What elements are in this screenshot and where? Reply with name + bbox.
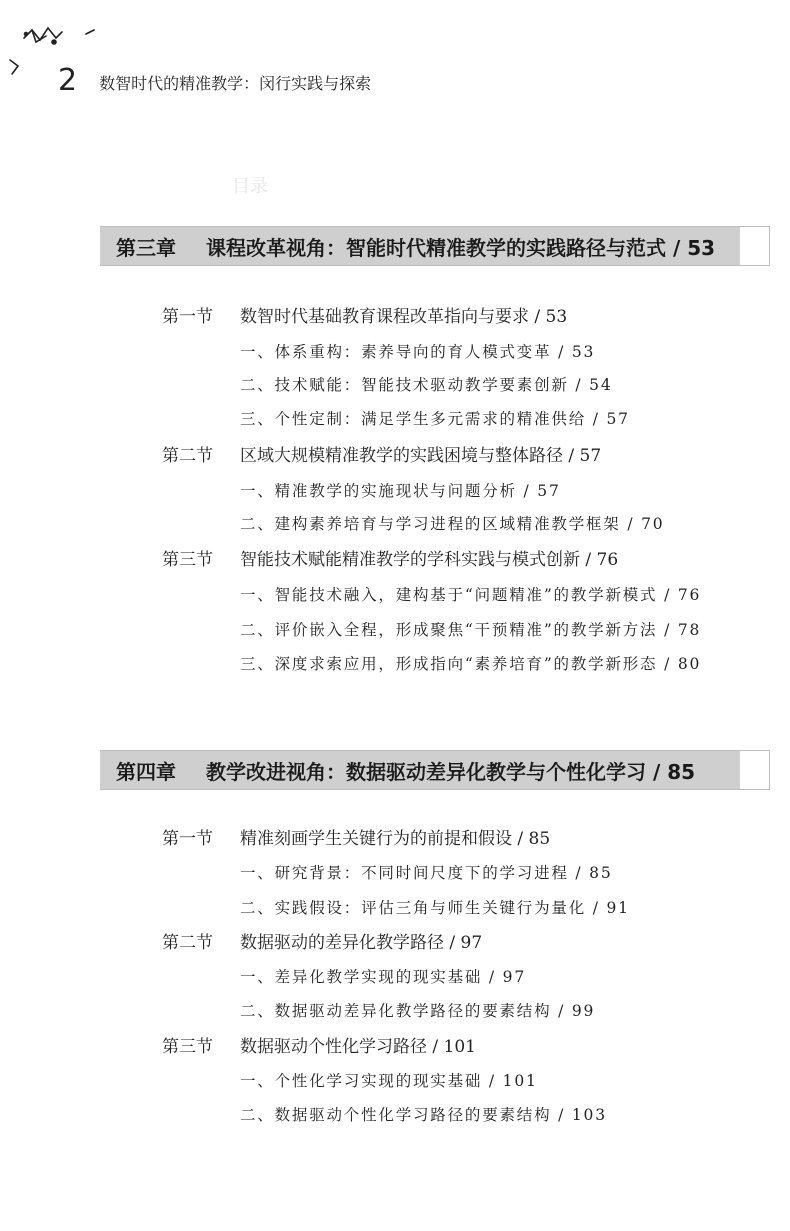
subsection-entry: 二、数据驱动个性化学习路径的要素结构 / 103	[240, 1106, 607, 1124]
section-title: 数智时代基础教育课程改革指向与要求 / 53	[240, 307, 568, 327]
chapter-label: 第三章	[116, 235, 176, 260]
subsection-entry: 二、实践假设：评估三角与师生关键行为量化 / 91	[240, 899, 630, 917]
section-entry	[162, 827, 550, 851]
subsection-entry: 三、深度求索应用，形成指向“素养培育”的教学新形态 / 80	[240, 655, 702, 673]
subsection-entry: 一、精准教学的实施现状与问题分析 / 57	[240, 482, 561, 500]
section-entry	[162, 931, 482, 955]
subsection-entry: 一、体系重构：素养导向的育人模式变革 / 53	[240, 343, 596, 361]
subsection-entry: 一、智能技术融入，建构基于“问题精准”的教学新模式 / 76	[240, 586, 702, 604]
section-title: 区域大规模精准教学的实践困境与整体路径 / 57	[240, 446, 602, 466]
chapter-title: 教学改进视角：数据驱动差异化教学与个性化学习 / 85	[206, 759, 696, 784]
section-entry	[162, 305, 567, 329]
section-label: 第二节	[162, 933, 213, 953]
subsection-entry: 二、数据驱动差异化教学路径的要素结构 / 99	[240, 1002, 596, 1020]
section-entry	[162, 548, 618, 572]
chapter-heading	[100, 226, 770, 266]
page-number: 2	[58, 63, 78, 98]
subsection-entry: 二、技术赋能：智能技术驱动教学要素创新 / 54	[240, 376, 613, 394]
section-label: 第一节	[162, 829, 213, 849]
subsection-entry: 三、个性定制：满足学生多元需求的精准供给 / 57	[240, 410, 630, 428]
section-title: 数据驱动的差异化教学路径 / 97	[240, 933, 483, 953]
section-title: 数据驱动个性化学习路径 / 101	[240, 1037, 476, 1057]
chapter-title: 课程改革视角：智能时代精准教学的实践路径与范式 / 53	[206, 235, 716, 260]
subsection-entry: 二、建构素养培育与学习进程的区域精准教学框架 / 70	[240, 515, 665, 533]
section-label: 第三节	[162, 550, 213, 570]
section-entry	[162, 444, 601, 468]
section-label: 第二节	[162, 446, 213, 466]
running-header	[58, 56, 371, 96]
section-label: 第三节	[162, 1037, 213, 1057]
book-title: 数智时代的精准教学：闵行实践与探索	[99, 74, 372, 93]
subsection-entry: 二、评价嵌入全程，形成聚焦“干预精准”的教学新方法 / 78	[240, 621, 702, 639]
section-title: 精准刻画学生关键行为的前提和假设 / 85	[240, 829, 551, 849]
section-label: 第一节	[162, 307, 213, 327]
bleed-through-text: 目录	[232, 176, 268, 197]
subsection-entry: 一、研究背景：不同时间尺度下的学习进程 / 85	[240, 864, 613, 882]
section-title: 智能技术赋能精准教学的学科实践与模式创新 / 76	[240, 550, 619, 570]
chapter-heading	[100, 750, 770, 790]
subsection-entry: 一、个性化学习实现的现实基础 / 101	[240, 1072, 538, 1090]
chapter-label: 第四章	[116, 759, 176, 784]
section-entry	[162, 1035, 476, 1059]
subsection-entry: 一、差异化教学实现的现实基础 / 97	[240, 968, 527, 986]
